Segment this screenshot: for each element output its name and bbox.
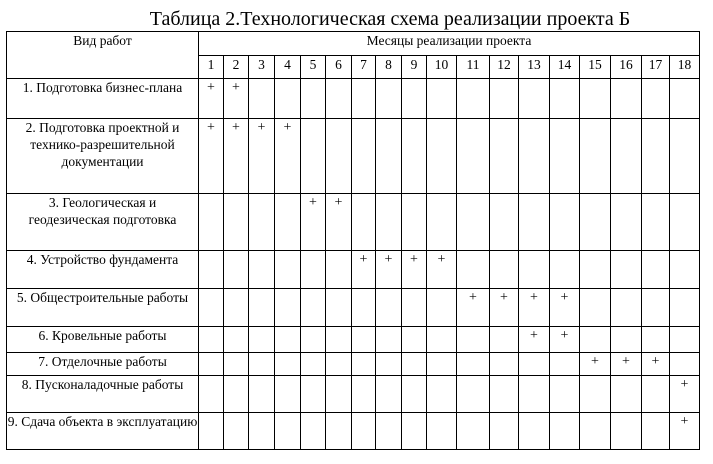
plus-mark: + [519,327,550,353]
empty-month-cell [249,413,275,450]
empty-month-cell [275,413,301,450]
empty-month-cell [326,376,352,413]
plus-mark: + [519,289,550,327]
empty-month-cell [301,353,326,376]
empty-month-cell [275,194,301,251]
plus-mark: + [326,194,352,251]
empty-month-cell [326,327,352,353]
empty-month-cell [580,327,611,353]
plus-mark: + [402,251,427,289]
empty-month-cell [376,289,402,327]
table-row [7,413,700,450]
empty-month-cell [199,251,224,289]
empty-month-cell [642,251,670,289]
empty-month-cell [326,289,352,327]
empty-month-cell [199,353,224,376]
empty-month-cell [519,413,550,450]
empty-month-cell [301,327,326,353]
empty-month-cell [249,194,275,251]
empty-month-cell [457,376,490,413]
empty-month-cell [301,413,326,450]
month-number: 1 [199,56,224,79]
empty-month-cell [670,194,700,251]
empty-month-cell [224,376,249,413]
empty-month-cell [427,327,457,353]
table-row [7,79,700,119]
empty-month-cell [490,79,519,119]
empty-month-cell [301,119,326,194]
empty-month-cell [457,251,490,289]
empty-month-cell [199,327,224,353]
empty-month-cell [490,353,519,376]
empty-month-cell [580,413,611,450]
month-number: 3 [249,56,275,79]
empty-month-cell [519,194,550,251]
empty-month-cell [352,413,376,450]
empty-month-cell [427,353,457,376]
empty-month-cell [642,194,670,251]
empty-month-cell [427,119,457,194]
empty-month-cell [580,289,611,327]
month-number: 8 [376,56,402,79]
empty-month-cell [642,79,670,119]
empty-month-cell [427,376,457,413]
empty-month-cell [519,376,550,413]
empty-month-cell [550,376,580,413]
empty-month-cell [642,413,670,450]
empty-month-cell [376,376,402,413]
month-number: 16 [611,56,642,79]
empty-month-cell [352,327,376,353]
empty-month-cell [642,327,670,353]
empty-month-cell [352,353,376,376]
empty-month-cell [519,119,550,194]
header-row [7,32,700,56]
empty-month-cell [275,353,301,376]
work-type-cell: 1. Подготовка бизнес-плана [7,79,199,119]
plus-mark: + [376,251,402,289]
empty-month-cell [490,327,519,353]
empty-month-cell [352,79,376,119]
empty-month-cell [199,413,224,450]
empty-month-cell [550,353,580,376]
empty-month-cell [224,289,249,327]
plus-mark: + [642,353,670,376]
empty-month-cell [402,79,427,119]
empty-month-cell [490,119,519,194]
empty-month-cell [376,119,402,194]
empty-month-cell [490,251,519,289]
months-header: Месяцы реализации проекта [199,32,700,56]
empty-month-cell [611,327,642,353]
empty-month-cell [199,194,224,251]
empty-month-cell [402,327,427,353]
empty-month-cell [249,376,275,413]
empty-month-cell [580,376,611,413]
work-type-cell: 2. Подготовка проектной и технико-разрешительной документации [7,119,199,194]
work-type-cell: 6. Кровельные работы [7,327,199,353]
month-number: 2 [224,56,249,79]
empty-month-cell [326,353,352,376]
table-row [7,119,700,194]
empty-month-cell [326,119,352,194]
table-row [7,353,700,376]
plus-mark: + [670,413,700,450]
empty-month-cell [670,79,700,119]
month-number: 15 [580,56,611,79]
empty-month-cell [519,353,550,376]
empty-month-cell [301,376,326,413]
empty-month-cell [352,194,376,251]
month-number: 10 [427,56,457,79]
empty-month-cell [249,251,275,289]
empty-month-cell [402,413,427,450]
empty-month-cell [301,251,326,289]
empty-month-cell [519,251,550,289]
empty-month-cell [490,194,519,251]
table-title: Таблица 2.Технологическая схема реализации проекта Б [149,8,631,30]
empty-month-cell [199,289,224,327]
empty-month-cell [611,194,642,251]
empty-month-cell [376,353,402,376]
plus-mark: + [224,119,249,194]
month-number: 11 [457,56,490,79]
month-number: 13 [519,56,550,79]
plus-mark: + [457,289,490,327]
empty-month-cell [457,119,490,194]
empty-month-cell [376,327,402,353]
empty-month-cell [402,289,427,327]
empty-month-cell [427,194,457,251]
empty-month-cell [670,251,700,289]
empty-month-cell [301,289,326,327]
empty-month-cell [670,289,700,327]
empty-month-cell [457,194,490,251]
empty-month-cell [611,413,642,450]
plus-mark: + [427,251,457,289]
work-type-cell: 8. Пусконаладочные работы [7,376,199,413]
empty-month-cell [224,327,249,353]
work-type-header: Вид работ [7,32,199,79]
empty-month-cell [376,79,402,119]
empty-month-cell [249,327,275,353]
empty-month-cell [580,79,611,119]
work-type-cell: 4. Устройство фундамента [7,251,199,289]
month-number: 9 [402,56,427,79]
plus-mark: + [550,327,580,353]
work-type-cell: 3. Геологическая и геодезическая подготовка [7,194,199,251]
empty-month-cell [224,251,249,289]
month-number: 12 [490,56,519,79]
empty-month-cell [670,353,700,376]
empty-month-cell [642,289,670,327]
plus-mark: + [611,353,642,376]
plus-mark: + [580,353,611,376]
empty-month-cell [490,376,519,413]
empty-month-cell [519,79,550,119]
empty-month-cell [352,119,376,194]
empty-month-cell [427,413,457,450]
empty-month-cell [611,79,642,119]
month-number: 18 [670,56,700,79]
empty-month-cell [249,79,275,119]
empty-month-cell [275,376,301,413]
empty-month-cell [550,79,580,119]
empty-month-cell [402,194,427,251]
empty-month-cell [490,413,519,450]
empty-month-cell [224,353,249,376]
empty-month-cell [457,413,490,450]
empty-month-cell [326,413,352,450]
empty-month-cell [580,119,611,194]
empty-month-cell [670,327,700,353]
month-number: 6 [326,56,352,79]
plus-mark: + [301,194,326,251]
empty-month-cell [550,194,580,251]
empty-month-cell [642,376,670,413]
empty-month-cell [670,119,700,194]
plus-mark: + [352,251,376,289]
table-row [7,194,700,251]
empty-month-cell [580,251,611,289]
empty-month-cell [275,327,301,353]
empty-month-cell [642,119,670,194]
empty-month-cell [376,194,402,251]
plus-mark: + [224,79,249,119]
empty-month-cell [301,79,326,119]
work-type-cell: 9. Сдача объекта в эксплуатацию [7,413,199,450]
empty-month-cell [427,289,457,327]
plus-mark: + [550,289,580,327]
empty-month-cell [457,353,490,376]
empty-month-cell [275,289,301,327]
table-row [7,327,700,353]
empty-month-cell [550,251,580,289]
empty-month-cell [352,289,376,327]
empty-month-cell [611,251,642,289]
work-type-cell: 5. Общестроительные работы [7,289,199,327]
empty-month-cell [249,353,275,376]
plus-mark: + [275,119,301,194]
work-type-cell: 7. Отделочные работы [7,353,199,376]
empty-month-cell [402,119,427,194]
empty-month-cell [376,413,402,450]
empty-month-cell [457,327,490,353]
empty-month-cell [580,194,611,251]
empty-month-cell [275,251,301,289]
month-number: 17 [642,56,670,79]
month-number: 4 [275,56,301,79]
empty-month-cell [199,376,224,413]
plus-mark: + [249,119,275,194]
empty-month-cell [550,413,580,450]
empty-month-cell [275,79,301,119]
month-number: 5 [301,56,326,79]
schedule-table [6,31,700,450]
empty-month-cell [550,119,580,194]
empty-month-cell [326,251,352,289]
empty-month-cell [427,79,457,119]
empty-month-cell [402,353,427,376]
plus-mark: + [670,376,700,413]
plus-mark: + [199,119,224,194]
plus-mark: + [199,79,224,119]
empty-month-cell [611,376,642,413]
empty-month-cell [326,79,352,119]
plus-mark: + [490,289,519,327]
empty-month-cell [457,79,490,119]
empty-month-cell [611,289,642,327]
empty-month-cell [224,413,249,450]
table-row [7,376,700,413]
empty-month-cell [352,376,376,413]
empty-month-cell [611,119,642,194]
empty-month-cell [224,194,249,251]
empty-month-cell [249,289,275,327]
month-number: 7 [352,56,376,79]
month-number: 14 [550,56,580,79]
table-row [7,251,700,289]
empty-month-cell [402,376,427,413]
table-row [7,289,700,327]
